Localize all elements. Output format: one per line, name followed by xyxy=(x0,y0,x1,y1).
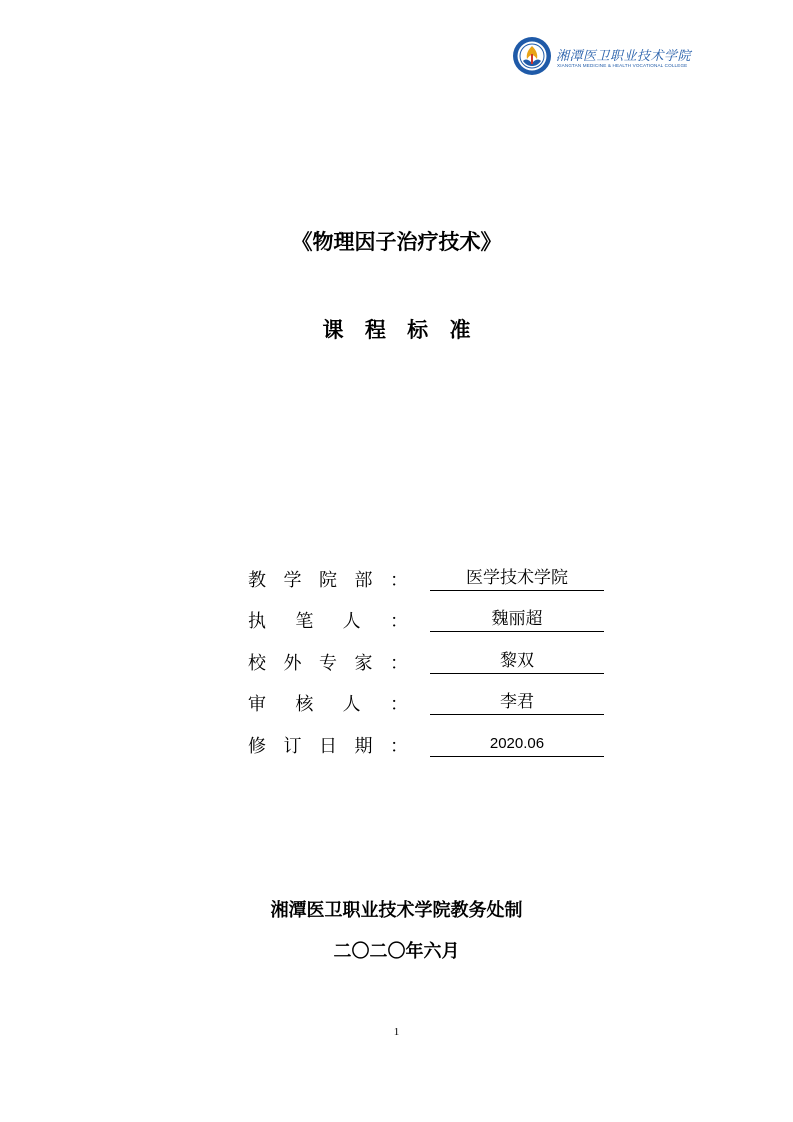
info-label-colon: ： xyxy=(389,611,408,632)
info-label-char: 人 xyxy=(342,611,361,632)
document-type-title: 课 程 标 准 xyxy=(322,318,478,342)
info-label-char: 日 xyxy=(319,736,337,757)
info-row xyxy=(248,690,608,718)
info-value: 医学技术学院 xyxy=(430,566,604,591)
info-row xyxy=(248,607,608,635)
info-label xyxy=(248,690,408,716)
info-label-char: 人 xyxy=(342,694,361,715)
info-row xyxy=(248,566,608,594)
info-label xyxy=(248,732,408,758)
school-name-logo-text: 湘潭医卫职业技术学院 xyxy=(556,49,692,64)
info-label-char: 家 xyxy=(354,653,373,674)
info-label-colon: ： xyxy=(390,653,408,674)
info-label-char: 专 xyxy=(319,653,337,674)
publisher: 湘潭医卫职业技术学院教务处制 xyxy=(270,900,523,921)
info-label-colon: ： xyxy=(390,736,408,757)
info-row xyxy=(248,732,608,760)
info-value: 李君 xyxy=(430,690,604,715)
info-label xyxy=(248,649,408,675)
info-label-char: 校 xyxy=(248,653,266,674)
info-label-char: 院 xyxy=(319,570,337,591)
page-number: 1 xyxy=(393,1026,400,1038)
info-row xyxy=(248,649,608,677)
info-label-char: 执 xyxy=(248,611,266,632)
course-title: 《物理因子治疗技术》 xyxy=(291,230,502,254)
info-label-char: 笔 xyxy=(295,611,314,632)
info-label xyxy=(248,566,408,592)
school-name-english: XIANGTAN MEDICINE & HEALTH VOCATIONAL COLLEGE xyxy=(557,63,688,68)
info-value: 2020.06 xyxy=(430,732,604,757)
info-label-char: 审 xyxy=(248,694,266,715)
info-label-colon: ： xyxy=(389,694,408,715)
info-label-char: 学 xyxy=(283,570,302,591)
info-label-char: 订 xyxy=(283,736,302,757)
info-value: 黎双 xyxy=(430,649,604,674)
school-emblem-icon xyxy=(512,36,552,76)
info-label-char: 期 xyxy=(354,736,373,757)
info-label-char: 部 xyxy=(354,570,373,591)
info-label xyxy=(248,607,408,633)
publish-date: 二〇二〇年六月 xyxy=(333,941,460,962)
info-label-char: 核 xyxy=(295,694,314,715)
school-logo xyxy=(512,36,692,80)
info-value: 魏丽超 xyxy=(430,607,604,632)
info-label-char: 教 xyxy=(248,570,266,591)
info-label-char: 外 xyxy=(283,653,302,674)
info-label-char: 修 xyxy=(248,736,266,757)
info-label-colon: ： xyxy=(390,570,408,591)
